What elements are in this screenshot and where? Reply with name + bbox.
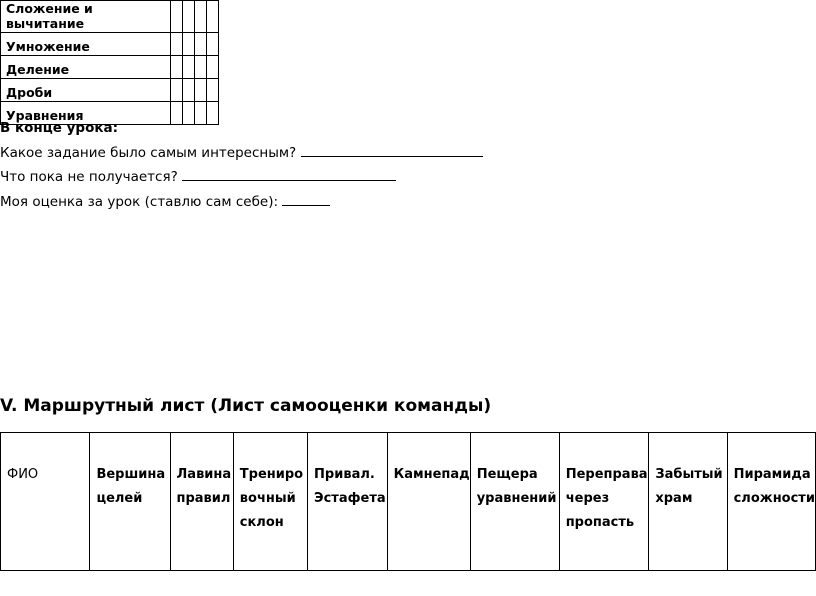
mark-cell[interactable] [207,56,219,79]
mark-cell[interactable] [207,1,219,33]
question-text: Какое задание было самым интересным? [0,145,297,161]
question-most-interesting [0,144,483,161]
column-header: Привал. Эстафета [308,433,388,571]
mark-cell[interactable] [171,33,183,56]
mark-cell[interactable] [183,79,195,102]
mark-cell[interactable] [183,33,195,56]
column-header: Трениро вочный склон [233,433,307,571]
mark-cell[interactable] [171,102,183,125]
skill-label: Уравнения [1,102,171,125]
mark-cell[interactable] [207,33,219,56]
mark-cell[interactable] [207,102,219,125]
route-sheet-table [0,432,816,571]
skill-label: Дроби [1,79,171,102]
mark-cell[interactable] [195,102,207,125]
route-sheet-title: V. Маршрутный лист (Лист самооценки команды) [0,396,492,416]
table-row [1,1,219,33]
mark-cell[interactable] [171,79,183,102]
mark-cell[interactable] [183,1,195,33]
table-row [1,33,219,56]
mark-cell[interactable] [195,1,207,33]
answer-blank[interactable] [282,193,330,206]
skills-self-assessment-table [0,0,219,125]
question-text: Что пока не получается? [0,169,178,185]
column-header: Камнепад [387,433,470,571]
column-header: Переправа через пропасть [559,433,649,571]
mark-cell[interactable] [195,33,207,56]
table-row [1,79,219,102]
column-header: Пирамида сложности [727,433,815,571]
mark-cell[interactable] [171,56,183,79]
mark-cell[interactable] [171,1,183,33]
answer-blank[interactable] [182,168,396,181]
question-self-grade [0,193,330,210]
mark-cell[interactable] [195,56,207,79]
mark-cell[interactable] [195,79,207,102]
mark-cell[interactable] [183,56,195,79]
question-text: Моя оценка за урок (ставлю сам себе): [0,194,279,210]
skill-label: Сложение и вычитание [1,1,171,33]
column-header: Пещера уравнений [470,433,559,571]
table-row [1,56,219,79]
mark-cell[interactable] [207,79,219,102]
skill-label: Деление [1,56,171,79]
end-of-lesson-heading: В конце урока: [0,120,119,136]
mark-cell[interactable] [183,102,195,125]
column-header-fio: ФИО [1,433,90,571]
skill-label: Умножение [1,33,171,56]
answer-blank[interactable] [301,144,483,157]
table-row [1,433,816,571]
column-header: Забытый храм [649,433,727,571]
question-not-working [0,168,396,185]
column-header: Вершина целей [90,433,170,571]
column-header: Лавина правил [170,433,233,571]
